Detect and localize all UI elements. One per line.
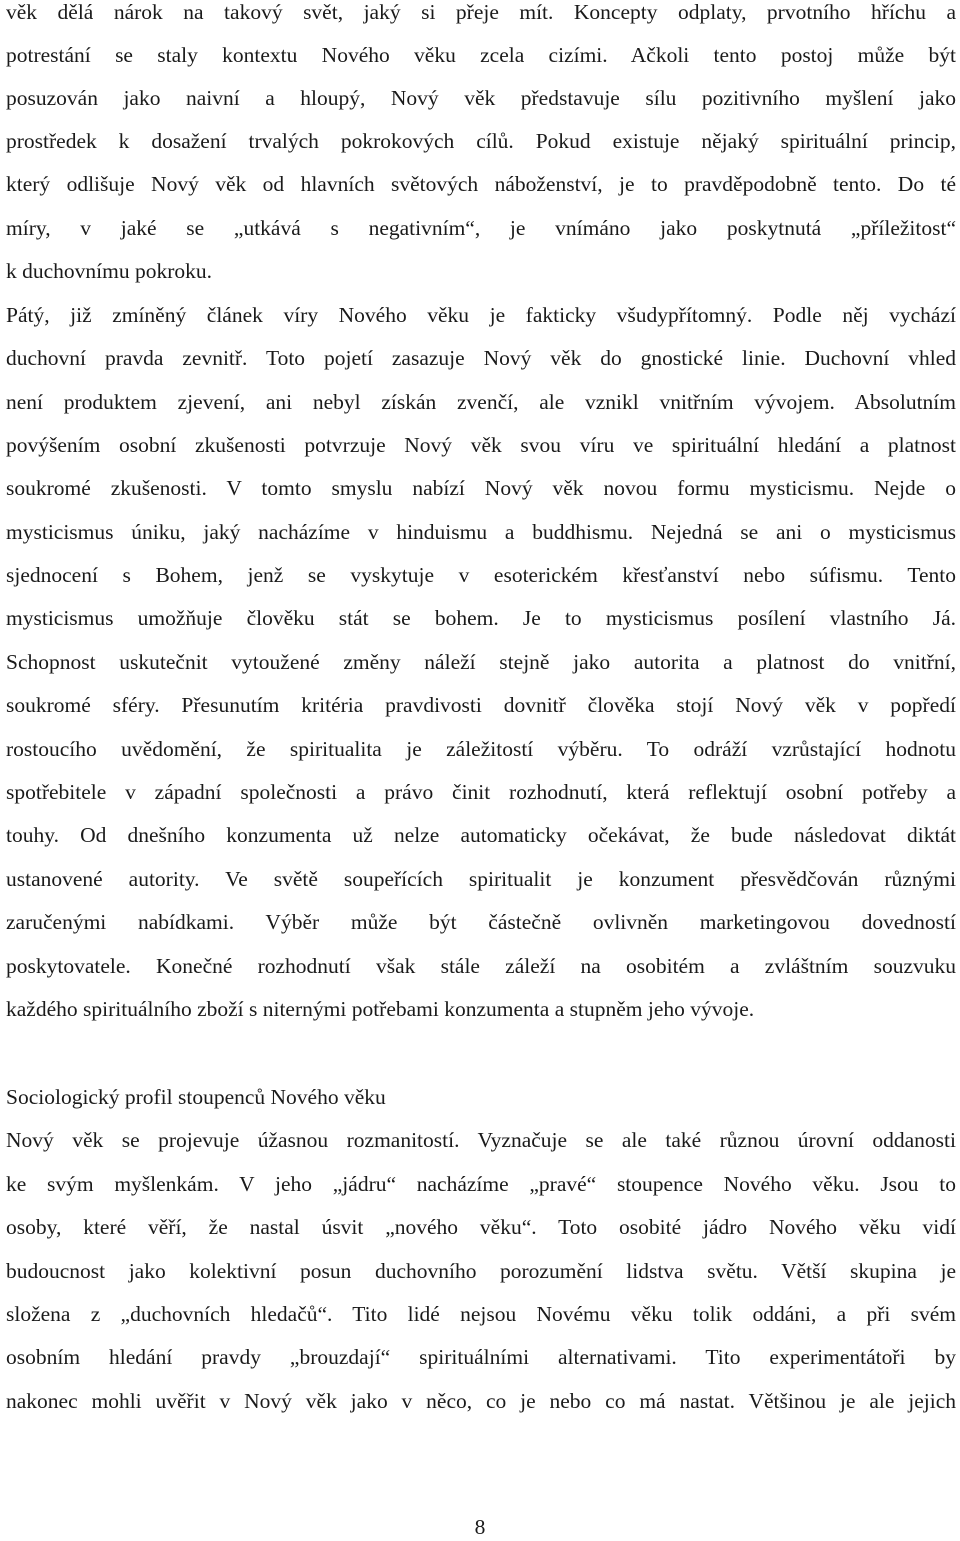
text-line: nakonec mohli uvěřit v Nový věk jako v něco, co je nebo co má nastat. Většinou je ale jejich [6, 1389, 956, 1413]
text-line: ustanovené autority. Ve světě soupeřících spiritualit je konzument přesvědčován různými [6, 867, 956, 891]
text-line: touhy. Od dnešního konzumenta už nelze automaticky očekávat, že bude následovat diktát [6, 823, 956, 847]
text-line: mysticismus umožňuje člověku stát se bohem. Je to mysticismus posílení vlastního Já. [6, 606, 956, 630]
section-heading: Sociologický profil stoupenců Nového věku [6, 1085, 386, 1109]
text-line: který odlišuje Nový věk od hlavních světových náboženství, je to pravděpodobně tento. Do té [6, 172, 956, 196]
text-line: soukromé zkušenosti. V tomto smyslu nabízí Nový věk novou formu mysticismu. Nejde o [6, 476, 956, 500]
text-line: Nový věk se projevuje úžasnou rozmanitostí. Vyznačuje se ale také různou úrovní oddanosti [6, 1128, 956, 1152]
text-line: spotřebitele v západní společnosti a právo činit rozhodnutí, která reflektují osobní potřeby a [6, 780, 956, 804]
page-number: 8 [474, 1515, 486, 1539]
text-line: míry, v jaké se „utkává s negativním“, je vnímáno jako poskytnutá „příležitost“ [6, 216, 956, 240]
text-line: k duchovnímu pokroku. [6, 259, 213, 283]
text-line: není produktem zjevení, ani nebyl získán zvenčí, ale vznikl vnitřním vývojem. Absolutním [6, 390, 956, 414]
text-line: potrestání se staly kontextu Nového věku zcela cizími. Ačkoli tento postoj může být [6, 43, 956, 67]
text-line: věk dělá nárok na takový svět, jaký si přeje mít. Koncepty odplaty, prvotního hříchu a [6, 0, 956, 24]
text-line: rostoucího uvědomění, že spiritualita je záležitostí výběru. To odráží vzrůstající hodnotu [6, 737, 956, 761]
text-line: mysticismus úniku, jaký nacházíme v hinduismu a buddhismu. Nejedná se ani o mysticismus [6, 520, 956, 544]
text-line: posuzován jako naivní a hloupý, Nový věk představuje sílu pozitivního myšlení jako [6, 86, 956, 110]
text-line: ke svým myšlenkám. V jeho „jádru“ nacházíme „pravé“ stoupence Nového věku. Jsou to [6, 1172, 956, 1196]
text-line: osobním hledání pravdy „brouzdají“ spirituálními alternativami. Tito experimentátoři by [6, 1345, 956, 1369]
text-line: Pátý, již zmíněný článek víry Nového věku je fakticky všudypřítomný. Podle něj vychází [6, 303, 956, 327]
text-line: prostředek k dosažení trvalých pokrokových cílů. Pokud existuje nějaký spirituální princip, [6, 129, 956, 153]
text-line: budoucnost jako kolektivní posun duchovního porozumění lidstva světu. Větší skupina je [6, 1259, 956, 1283]
text-line: složena z „duchovních hledačů“. Tito lidé nejsou Novému věku tolik oddáni, a při svém [6, 1302, 956, 1326]
text-line: zaručenými nabídkami. Výběr může být částečně ovlivněn marketingovou dovedností [6, 910, 956, 934]
text-line: sjednocení s Bohem, jenž se vyskytuje v esoterickém křesťanství nebo súfismu. Tento [6, 563, 956, 587]
text-line: poskytovatele. Konečné rozhodnutí však stále záleží na osobitém a zvláštním souzvuku [6, 954, 956, 978]
text-line: povýšením osobní zkušenosti potvrzuje Nový věk svou víru ve spirituální hledání a platnost [6, 433, 956, 457]
text-line: duchovní pravda zevnitř. Toto pojetí zasazuje Nový věk do gnostické linie. Duchovní vhled [6, 346, 956, 370]
text-line: osoby, které věří, že nastal úsvit „nového věku“. Toto osobité jádro Nového věku vidí [6, 1215, 956, 1239]
text-line: každého spirituálního zboží s niternými potřebami konzumenta a stupněm jeho vývoje. [6, 997, 755, 1021]
text-line: soukromé sféry. Přesunutím kritéria pravdivosti dovnitř člověka stojí Nový věk v popředí [6, 693, 956, 717]
text-line: Schopnost uskutečnit vytoužené změny náleží stejně jako autorita a platnost do vnitřní, [6, 650, 956, 674]
